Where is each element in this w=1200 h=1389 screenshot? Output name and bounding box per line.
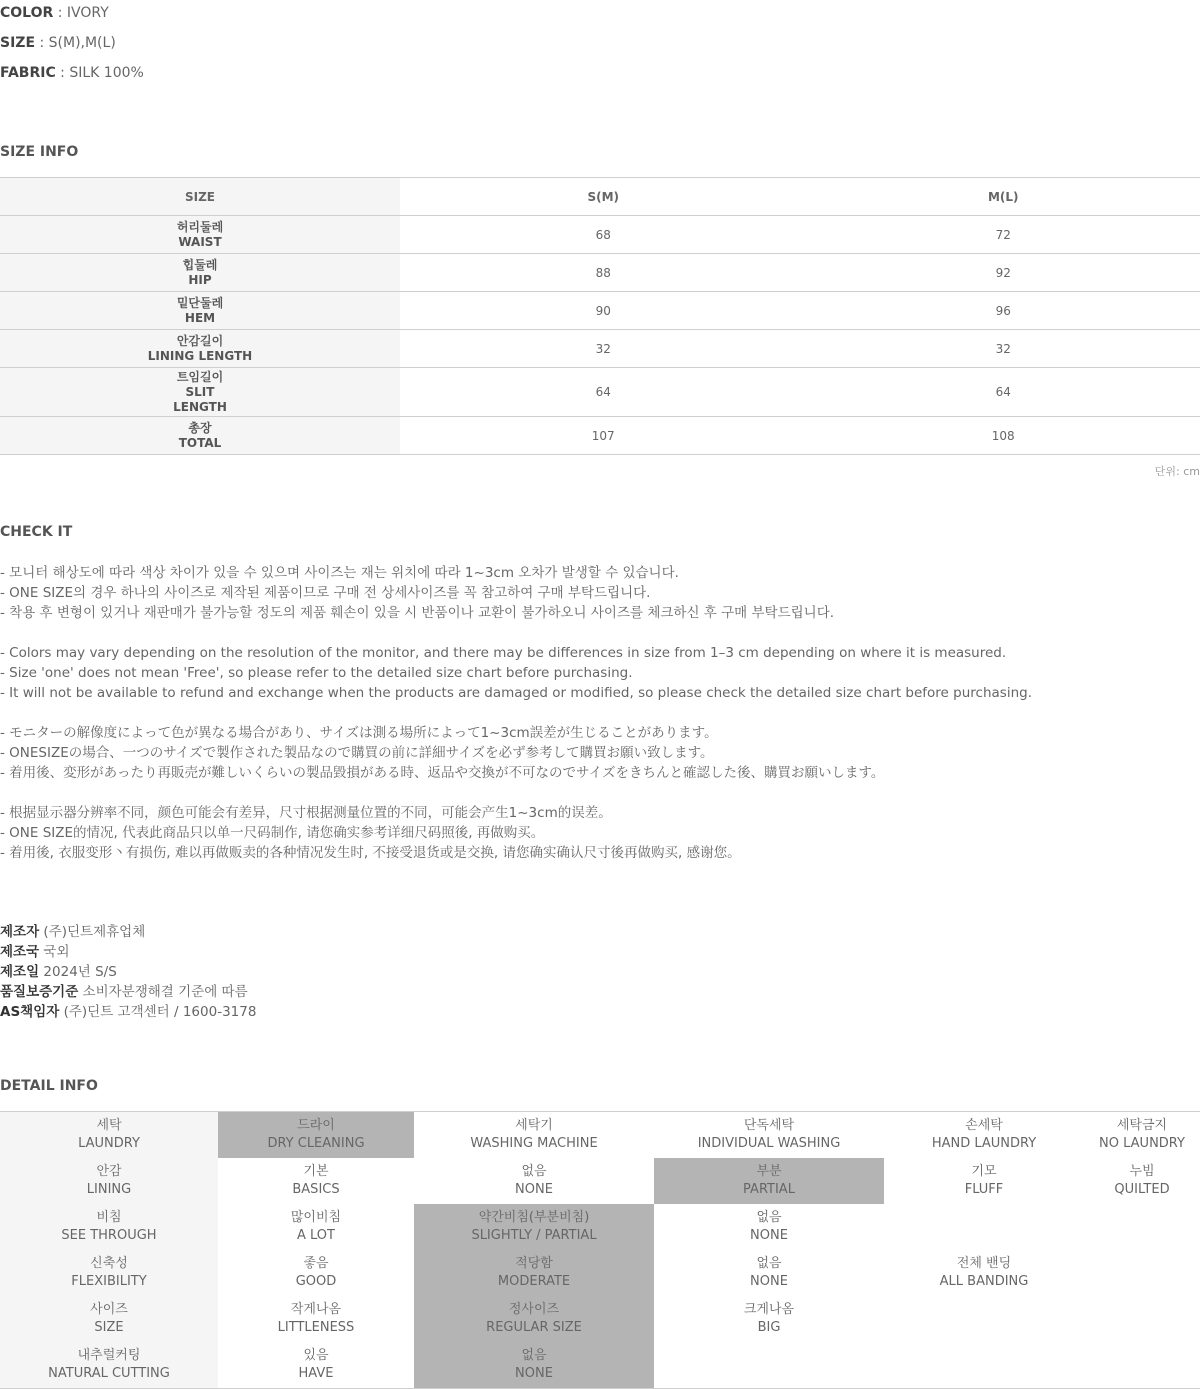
- row-label: 힙둘레 HIP: [0, 254, 400, 292]
- table-row: [0, 1250, 1200, 1296]
- cell-ml: 72: [806, 216, 1200, 254]
- header-ml: M(L): [806, 178, 1200, 216]
- detail-option: [1084, 1342, 1200, 1389]
- header-sm: S(M): [400, 178, 806, 216]
- option-en: BASICS: [292, 1182, 340, 1197]
- cell-sm: 90: [400, 292, 806, 330]
- category-en: LAUNDRY: [78, 1136, 140, 1151]
- option-en: NONE: [750, 1228, 788, 1243]
- cell-ml: 64: [806, 368, 1200, 417]
- spec-size: SIZE : S(M),M(L): [0, 35, 116, 51]
- maker-row: 제조일 2024년 S/S: [0, 964, 117, 980]
- detail-option-selected: [414, 1250, 654, 1296]
- note-line: - 根据显示器分辨率不同，颜色可能会有差异，尺寸根据测量位置的不同，可能会产生1~3cm的误差。: [0, 805, 612, 821]
- cell-ml: 108: [806, 417, 1200, 455]
- table-row: [0, 254, 1200, 292]
- detail-option-selected: [414, 1296, 654, 1342]
- detail-option-selected: [218, 1112, 414, 1159]
- cell-sm: 32: [400, 330, 806, 368]
- check-it-title: CHECK IT: [0, 524, 73, 540]
- table-row: [0, 1204, 1200, 1250]
- option-ko: 있음: [303, 1348, 329, 1363]
- option-en: MODERATE: [497, 1274, 571, 1289]
- detail-option: [884, 1112, 1084, 1159]
- option-en: NONE: [515, 1182, 553, 1197]
- detail-category: [0, 1250, 218, 1296]
- detail-option: [654, 1342, 884, 1389]
- option-ko: 좋음: [303, 1256, 329, 1271]
- note-line: - 着用後, 衣服变形丶有损伤, 难以再做贩卖的各种情况发生时, 不接受退货或是交换, 请您确实确认尺寸後再做购买, 感谢您。: [0, 845, 741, 861]
- option-ko: 적당함: [515, 1256, 553, 1271]
- table-row: [0, 330, 1200, 368]
- option-ko: 세탁금지: [1116, 1118, 1168, 1133]
- option-en: REGULAR SIZE: [486, 1320, 582, 1335]
- detail-category: [0, 1296, 218, 1342]
- notes-english: [0, 643, 1032, 703]
- detail-option: [654, 1296, 884, 1342]
- size-table: [0, 177, 1200, 455]
- option-ko: 기모: [971, 1164, 997, 1179]
- option-en: GOOD: [295, 1274, 337, 1289]
- detail-category: [0, 1204, 218, 1250]
- option-ko: 없음: [521, 1348, 547, 1363]
- detail-option: [218, 1158, 414, 1204]
- cell-ml: 32: [806, 330, 1200, 368]
- option-en: BIG: [757, 1320, 781, 1335]
- table-row: [0, 1158, 1200, 1204]
- detail-option-selected: [654, 1158, 884, 1204]
- note-line: - モニターの解像度によって色が異なる場合があり、サイズは測る場所によって1~3cm誤差が生じることがあります。: [0, 725, 718, 741]
- category-ko: 세탁: [96, 1118, 122, 1133]
- note-line: - ONESIZEの場合、一つのサイズで製作された製品なので購買の前に詳細サイズを必ず参考して購買お願い致します。: [0, 745, 714, 761]
- detail-option: [654, 1204, 884, 1250]
- detail-option: [884, 1296, 1084, 1342]
- option-ko: 크게나옴: [743, 1302, 795, 1317]
- option-en: A LOT: [297, 1228, 335, 1243]
- unit-note: 단위: cm: [1154, 465, 1200, 478]
- table-row: [0, 1342, 1200, 1389]
- option-ko: 많이비침: [290, 1210, 342, 1225]
- option-ko: 드라이: [297, 1118, 335, 1133]
- category-ko: 비침: [96, 1210, 122, 1225]
- table-row: [0, 1296, 1200, 1342]
- table-row: [0, 417, 1200, 455]
- detail-option: [1084, 1158, 1200, 1204]
- note-line: - 모니터 해상도에 따라 색상 차이가 있을 수 있으며 사이즈는 재는 위치에 따라 1~3cm 오차가 발생할 수 있습니다.: [0, 565, 679, 581]
- notes-japanese: [0, 723, 1032, 783]
- cell-sm: 68: [400, 216, 806, 254]
- detail-option: [1084, 1250, 1200, 1296]
- detail-option: [884, 1158, 1084, 1204]
- maker-row: 제조국 국외: [0, 944, 70, 960]
- detail-option-selected: [414, 1342, 654, 1389]
- header-size: SIZE: [0, 178, 400, 216]
- option-ko: 전체 밴딩: [956, 1256, 1012, 1271]
- size-info-title: SIZE INFO: [0, 144, 79, 160]
- category-ko: 신축성: [90, 1256, 128, 1271]
- category-en: LINING: [86, 1182, 132, 1197]
- table-row: [0, 1112, 1200, 1159]
- detail-info-title: DETAIL INFO: [0, 1078, 98, 1094]
- option-ko: 작게나옴: [290, 1302, 342, 1317]
- category-en: SEE THROUGH: [61, 1228, 157, 1243]
- detail-option: [218, 1342, 414, 1389]
- category-en: FLEXIBILITY: [71, 1274, 147, 1289]
- option-ko: 손세탁: [965, 1118, 1003, 1133]
- detail-option: [654, 1112, 884, 1159]
- detail-option: [884, 1342, 1084, 1389]
- table-row: [0, 292, 1200, 330]
- notes-chinese: [0, 803, 1032, 863]
- spec-fabric: FABRIC : SILK 100%: [0, 65, 144, 81]
- option-ko: 없음: [756, 1210, 782, 1225]
- option-ko: 세탁기: [515, 1118, 553, 1133]
- maker-row: 품질보증기준 소비자분쟁해결 기준에 따름: [0, 984, 248, 1000]
- notes-korean: [0, 563, 1032, 623]
- option-en: FLUFF: [964, 1182, 1004, 1197]
- maker-row: 제조자 (주)딘트제휴업체: [0, 924, 146, 940]
- option-en: NONE: [750, 1274, 788, 1289]
- note-line: - Colors may vary depending on the resolution of the monitor, and there may be differences in size from 1–3 cm depending on where it is measured.: [0, 645, 1007, 661]
- detail-option-selected: [414, 1204, 654, 1250]
- detail-category: [0, 1112, 218, 1159]
- detail-option: [1084, 1296, 1200, 1342]
- detail-table: [0, 1111, 1200, 1389]
- row-label: 허리둘레 WAIST: [0, 216, 400, 254]
- category-ko: 사이즈: [90, 1302, 128, 1317]
- detail-option: [654, 1250, 884, 1296]
- category-en: NATURAL CUTTING: [48, 1366, 170, 1381]
- option-ko: 약간비침(부분비침): [478, 1210, 590, 1225]
- option-ko: 누빔: [1129, 1164, 1155, 1179]
- size-table-header: [0, 178, 1200, 216]
- table-row: [0, 368, 1200, 417]
- option-en: NO LAUNDRY: [1099, 1136, 1185, 1151]
- option-en: HAND LAUNDRY: [931, 1136, 1037, 1151]
- note-line: - 착용 후 변형이 있거나 재판매가 불가능할 정도의 제품 훼손이 있을 시 반품이나 교환이 불가하오니 사이즈를 체크하신 후 구매 부탁드립니다.: [0, 605, 835, 621]
- option-ko: 없음: [756, 1256, 782, 1271]
- note-line: - It will not be available to refund and exchange when the products are damaged or modified, so please check the detailed size chart before purchasing.: [0, 685, 1032, 701]
- option-ko: 없음: [521, 1164, 547, 1179]
- detail-option: [414, 1112, 654, 1159]
- detail-option: [1084, 1112, 1200, 1159]
- option-en: QUILTED: [1114, 1182, 1170, 1197]
- detail-option: [884, 1204, 1084, 1250]
- cell-sm: 107: [400, 417, 806, 455]
- maker-row: AS책임자 (주)딘트 고객센터 / 1600-3178: [0, 1004, 257, 1020]
- row-label: 트임길이 SLIT LENGTH: [0, 368, 400, 417]
- detail-option: [884, 1250, 1084, 1296]
- cell-ml: 96: [806, 292, 1200, 330]
- note-line: - ONE SIZE的情况, 代表此商品只以单一尺码制作, 请您确实参考详细尺码照後, 再做购买。: [0, 825, 545, 841]
- detail-option: [414, 1158, 654, 1204]
- option-en: WASHING MACHINE: [470, 1136, 598, 1151]
- detail-category: [0, 1342, 218, 1389]
- option-ko: 부분: [756, 1164, 782, 1179]
- detail-category: [0, 1158, 218, 1204]
- note-line: - 着用後、変形があったり再販売が難しいくらいの製品毀損がある時、返品や交換が不可なのでサイズをきちんと確認した後、購買お願いします。: [0, 765, 885, 781]
- category-ko: 내추럴커팅: [77, 1348, 141, 1363]
- option-en: LITTLENESS: [277, 1320, 355, 1335]
- detail-option: [218, 1250, 414, 1296]
- option-ko: 기본: [303, 1164, 329, 1179]
- category-en: SIZE: [94, 1320, 124, 1335]
- cell-sm: 64: [400, 368, 806, 417]
- note-line: - ONE SIZE의 경우 하나의 사이즈로 제작된 제품이므로 구매 전 상세사이즈를 꼭 참고하여 구매 부탁드립니다.: [0, 585, 651, 601]
- maker-info: [0, 922, 256, 1022]
- row-label: 총장 TOTAL: [0, 417, 400, 455]
- detail-option: [218, 1204, 414, 1250]
- note-line: - Size 'one' does not mean 'Free', so please refer to the detailed size chart before purchasing.: [0, 665, 633, 681]
- option-en: NONE: [515, 1366, 553, 1381]
- option-en: SLIGHTLY / PARTIAL: [471, 1228, 597, 1243]
- check-it-notes: [0, 563, 1032, 883]
- option-ko: 단독세탁: [743, 1118, 795, 1133]
- detail-option: [1084, 1204, 1200, 1250]
- cell-ml: 92: [806, 254, 1200, 292]
- option-en: PARTIAL: [743, 1182, 795, 1197]
- option-en: DRY CLEANING: [267, 1136, 365, 1151]
- row-label: 밑단둘레 HEM: [0, 292, 400, 330]
- option-ko: 정사이즈: [508, 1302, 560, 1317]
- option-en: HAVE: [298, 1366, 334, 1381]
- table-row: [0, 216, 1200, 254]
- category-ko: 안감: [96, 1164, 122, 1179]
- option-en: INDIVIDUAL WASHING: [697, 1136, 841, 1151]
- cell-sm: 88: [400, 254, 806, 292]
- detail-option: [218, 1296, 414, 1342]
- option-en: ALL BANDING: [939, 1274, 1029, 1289]
- spec-color: COLOR : IVORY: [0, 5, 109, 21]
- row-label: 안감길이 LINING LENGTH: [0, 330, 400, 368]
